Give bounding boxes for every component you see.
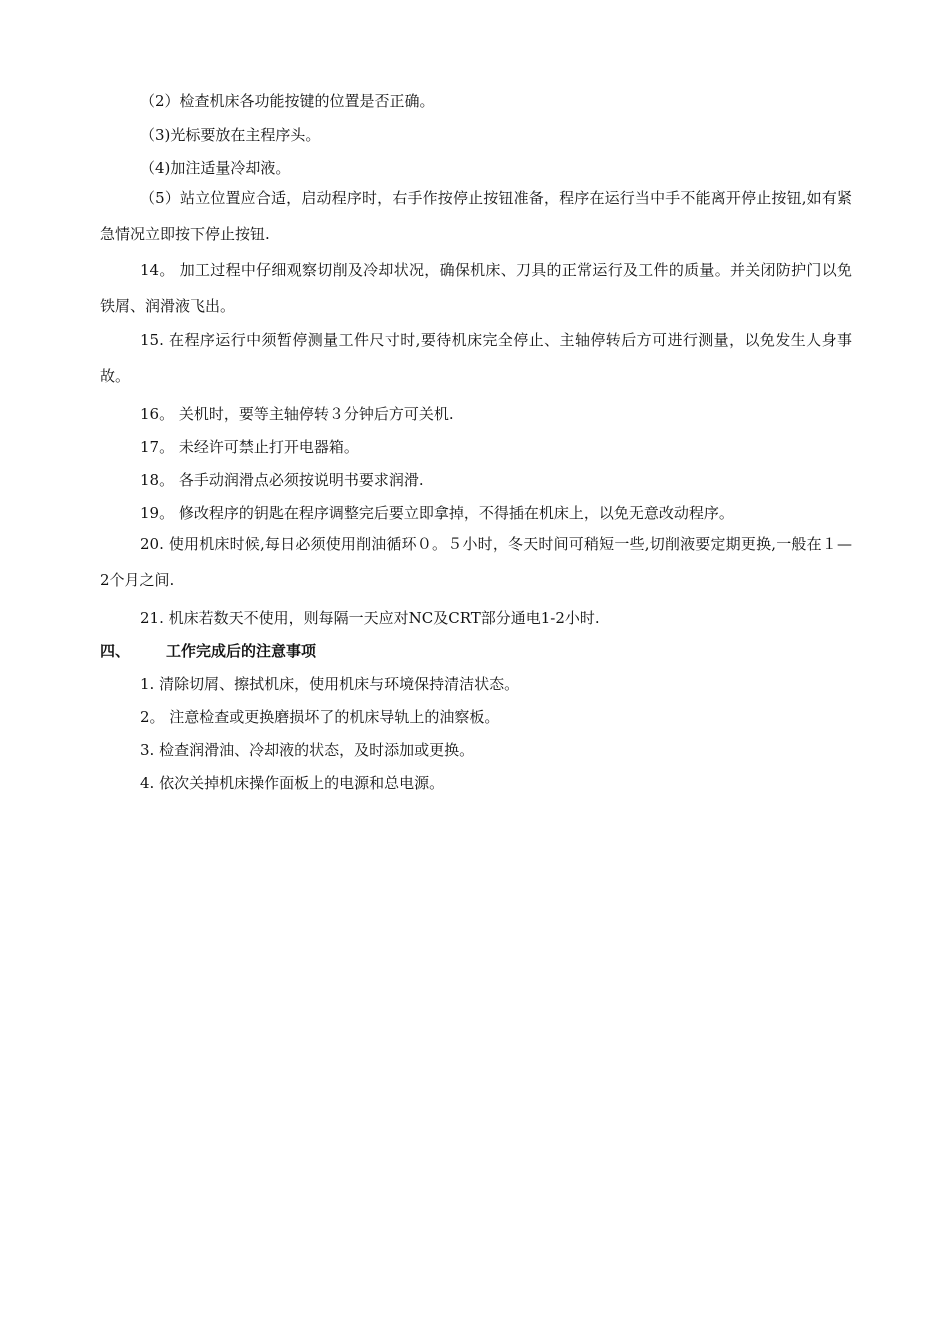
list-item: 3. 检查润滑油、冷却液的状态，及时添加或更换。 xyxy=(140,741,475,759)
list-item: 16。 关机时，要等主轴停转３分钟后方可关机. xyxy=(140,405,454,423)
list-item: （4)加注适量冷却液。 xyxy=(140,159,291,177)
list-item: （5）站立位置应合适，启动程序时，右手作按停止按钮准备，程序在运行当中手不能离开停止按钮,如有紧急情况立即按下停止按钮. xyxy=(100,189,852,243)
list-item: （2）检查机床各功能按键的位置是否正确。 xyxy=(140,92,435,110)
list-item: 19。 修改程序的钥匙在程序调整完后要立即拿掉，不得插在机床上，以免无意改动程序。 xyxy=(140,504,734,522)
list-item: 14。 加工过程中仔细观察切削及冷却状况，确保机床、刀具的正常运行及工件的质量。并关闭防护门以免铁屑、润滑液飞出。 xyxy=(100,261,852,315)
list-item: 20. 使用机床时候,每日必须使用削油循环０。５小时，冬天时间可稍短一些,切削液要定期更换,一般在１—2个月之间. xyxy=(100,535,852,589)
list-item: 4. 依次关掉机床操作面板上的电源和总电源。 xyxy=(140,774,445,792)
list-item: 15. 在程序运行中须暂停测量工件尺寸时,要待机床完全停止、主轴停转后方可进行测量，以免发生人身事故。 xyxy=(100,331,852,385)
list-item: 21. 机床若数天不使用，则每隔一天应对NC及CRT部分通电1-2小时. xyxy=(140,609,600,627)
section-heading xyxy=(100,640,316,661)
list-item: （3)光标要放在主程序头。 xyxy=(140,126,321,144)
list-item: 2。 注意检查或更换磨损坏了的机床导轨上的油察板。 xyxy=(140,708,500,726)
list-item: 18。 各手动润滑点必须按说明书要求润滑. xyxy=(140,471,424,489)
list-item: 17。 未经许可禁止打开电器箱。 xyxy=(140,438,359,456)
section-number: 四、 xyxy=(100,642,131,660)
list-item: 1. 清除切屑、擦拭机床，使用机床与环境保持清洁状态。 xyxy=(140,675,520,693)
section-title: 工作完成后的注意事项 xyxy=(166,642,317,660)
